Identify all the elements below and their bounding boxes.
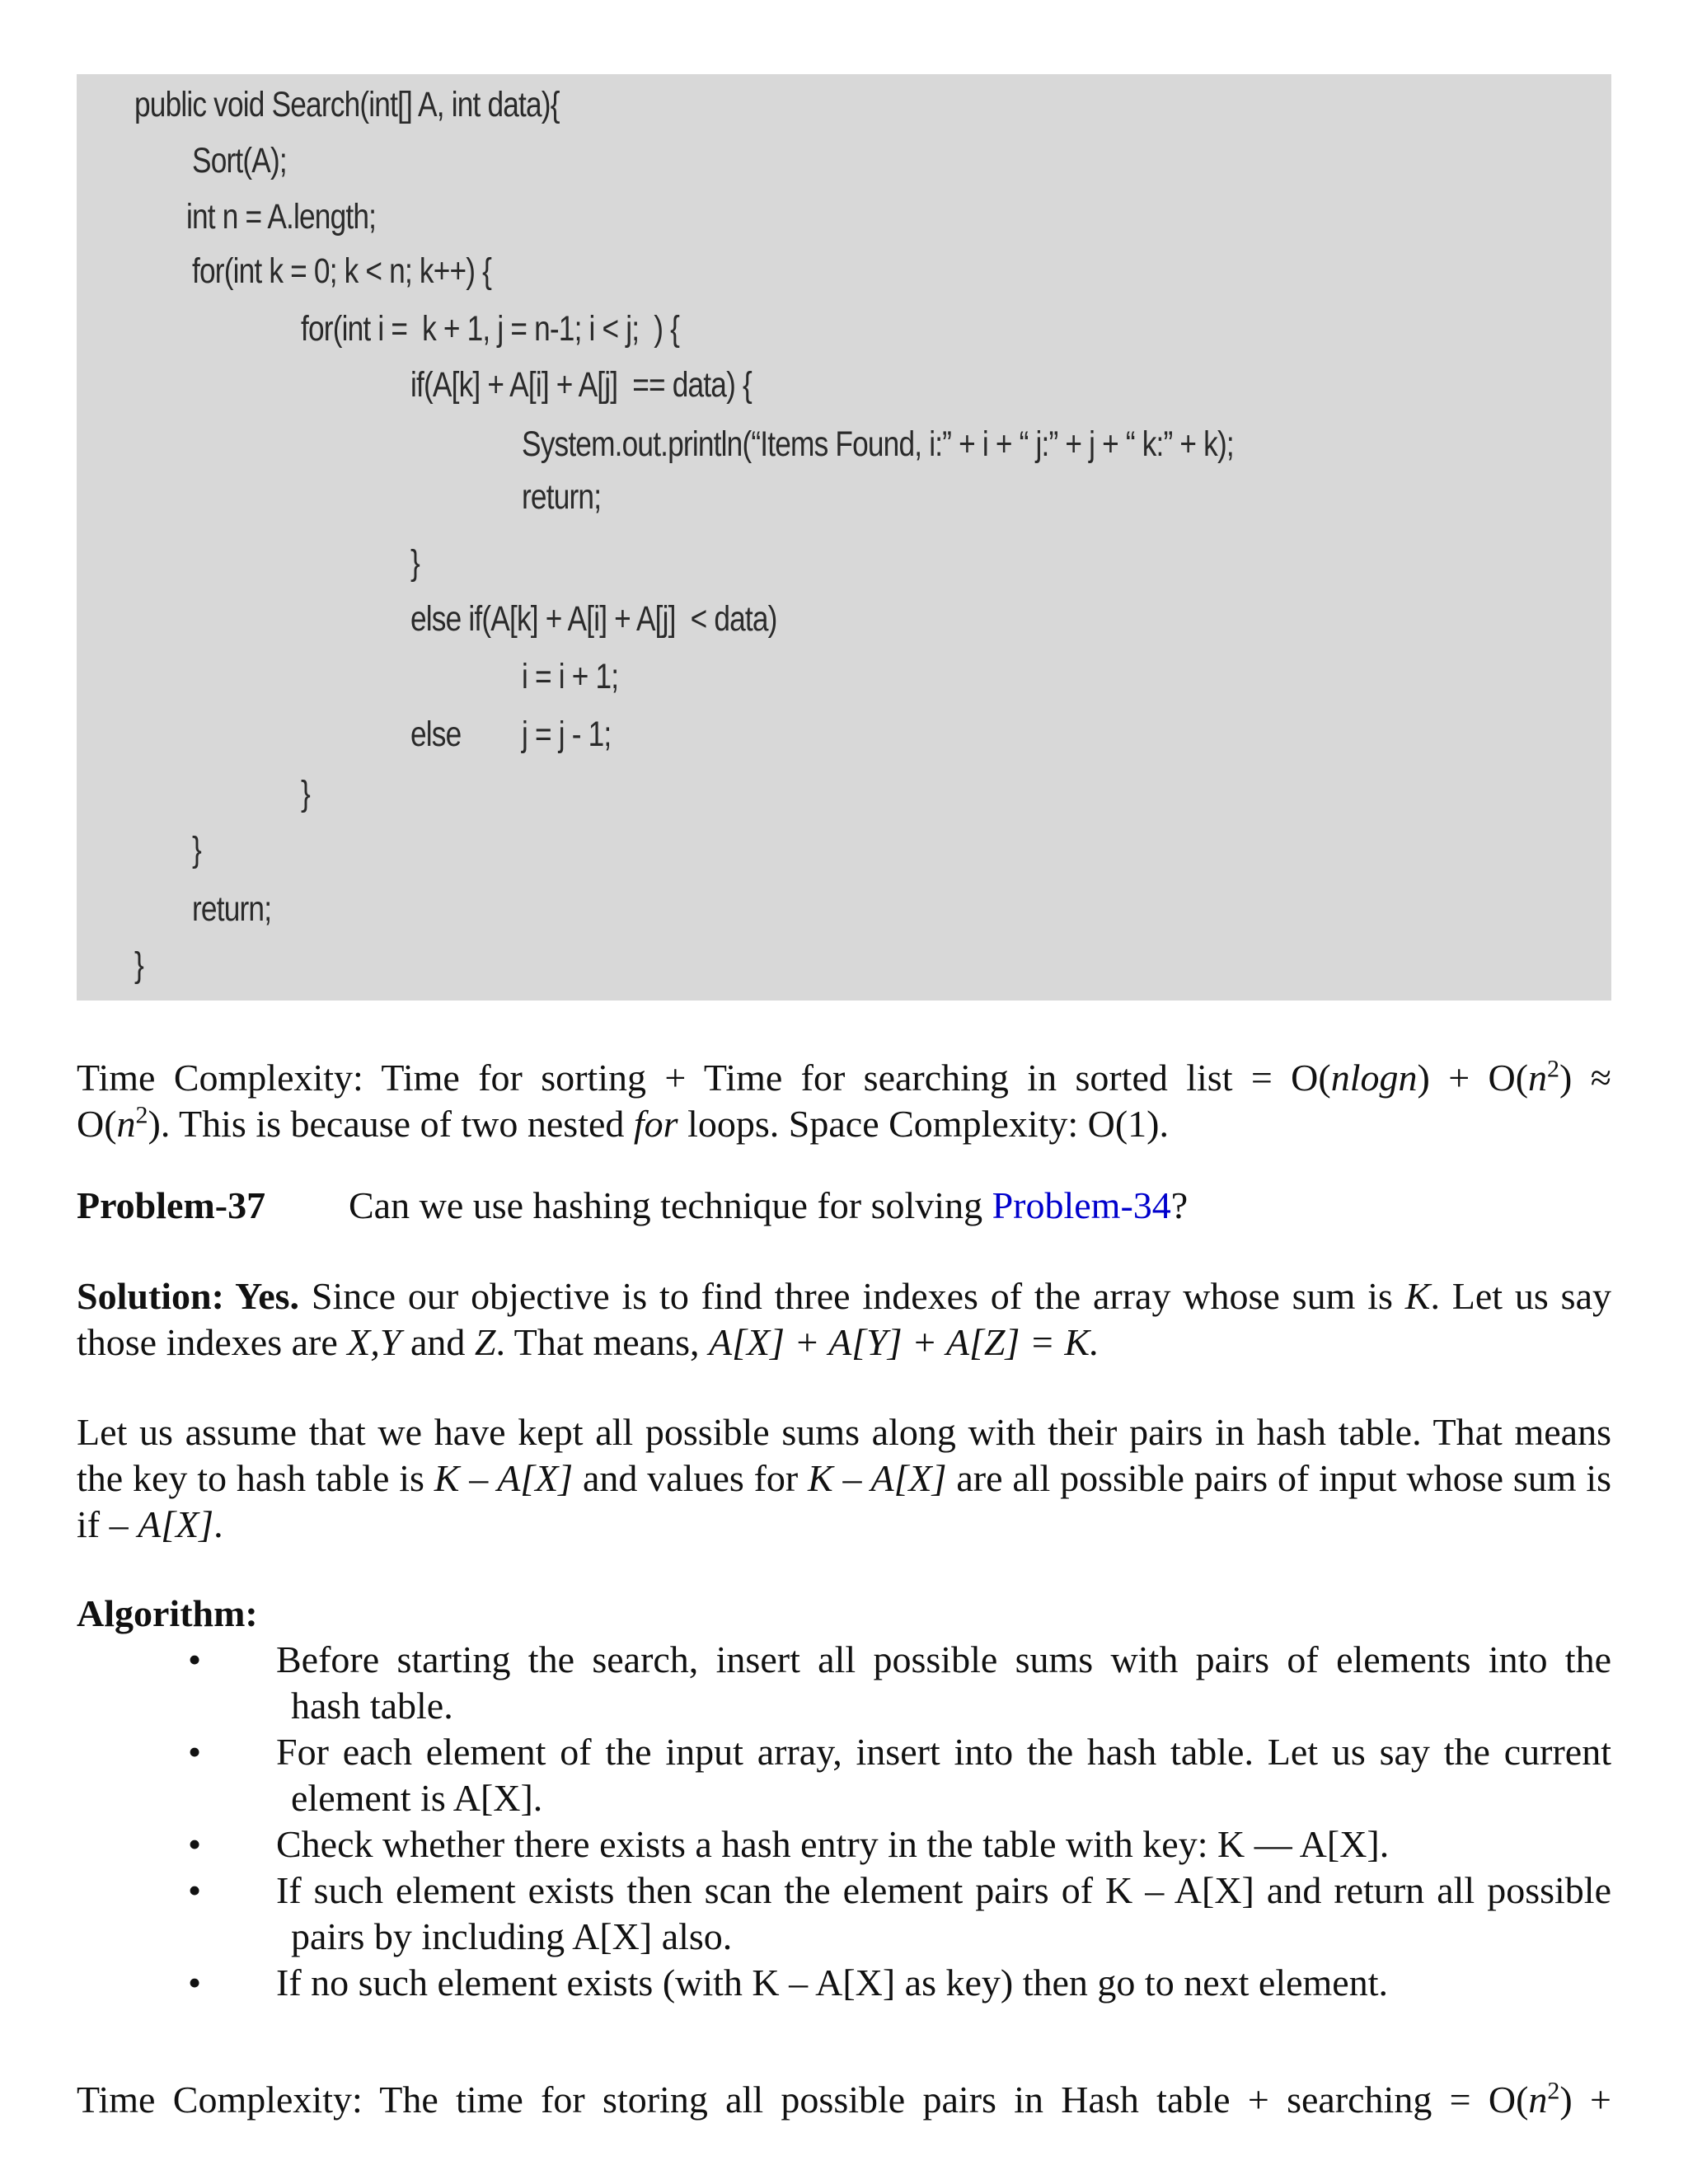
- bullet-icon: •: [188, 1961, 202, 2004]
- algorithm-list: [77, 1637, 1611, 2006]
- paragraph-line: Time Complexity: Time for sorting + Time for searching in sorted list = $O(nlogn) + O(n^2)$ ≈: [77, 1055, 1611, 1099]
- code-line: i = i + 1;: [522, 657, 619, 696]
- code-line: return;: [522, 477, 602, 517]
- problem-heading: Problem-37 Can we use hashing technique for solving Problem-34?: [77, 1183, 1188, 1229]
- bullet-icon: •: [188, 1823, 202, 1865]
- bullet-icon: •: [188, 1869, 202, 1911]
- code-line: for(int i = k + 1, j = n-1; i < j; ) {: [301, 309, 680, 349]
- bullet-icon: •: [188, 1731, 202, 1773]
- code-line: Sort(A);: [192, 141, 287, 180]
- code-line: System.out.println(“Items Found, i:” + i + “ j:” + j + “ k:” + k);: [522, 424, 1234, 464]
- algorithm-heading: Algorithm:: [77, 1592, 258, 1634]
- list-item: • If such element exists then scan the element pairs of K – A[X] and return all possible pairs by including A[X] also.: [188, 1869, 1611, 1957]
- code-line: public void Search(int[] A, int data){: [134, 85, 560, 124]
- final-complexity-paragraph: Time Complexity: The time for storing all possible pairs in Hash table + searching = $O(n^2)$ +: [77, 2077, 1611, 2121]
- problem-link[interactable]: Problem-34: [992, 1184, 1171, 1226]
- time-complexity-paragraph: [77, 1055, 1611, 1147]
- code-line: }: [192, 830, 201, 869]
- hash-table-paragraph: Let us assume that we have kept all possible sums along with their pairs in hash table. That means the key to hash table is K – A[X] and values for K – A[X] are all possible pairs of input whose sum is if – A[X].: [77, 1411, 1612, 1545]
- code-line: return;: [192, 889, 272, 929]
- list-item: • Before starting the search, insert all possible sums with pairs of elements into the hash table.: [188, 1638, 1611, 1727]
- code-line: if(A[k] + A[i] + A[j] == data) {: [410, 365, 752, 405]
- code-line: }: [134, 945, 143, 985]
- code-line: }: [410, 543, 420, 583]
- code-line: else if(A[k] + A[i] + A[j] < data): [410, 599, 777, 639]
- bullet-icon: •: [188, 1638, 202, 1680]
- problem-label: Problem-37: [77, 1184, 266, 1226]
- code-line: else: [410, 715, 462, 754]
- problem-text: Can we use hashing technique for solving: [349, 1184, 992, 1226]
- code-line: }: [301, 774, 310, 813]
- list-item: • If no such element exists (with K – A[X] as key) then go to next element.: [77, 1960, 1611, 2006]
- list-item: • For each element of the input array, insert into the hash table. Let us say the current element is A[X].: [188, 1731, 1611, 1819]
- paragraph-line: $O(n^2)$. This is because of two nested for loops. Space Complexity: O(1).: [77, 1101, 1169, 1145]
- solution-lead: Solution: Yes.: [77, 1275, 300, 1317]
- solution-paragraph: Solution: Yes. Since our objective is to find three indexes of the array whose sum is K. Let us say those indexes are X,Y and Z. That means, A[X] + A[Y] + A[Z] = K.: [77, 1275, 1611, 1363]
- code-block: [77, 74, 1611, 1001]
- code-line: for(int k = 0; k < n; k++) {: [192, 251, 492, 291]
- code-line: int n = A.length;: [186, 197, 377, 237]
- list-item: • Check whether there exists a hash entry in the table with key: K — A[X].: [77, 1821, 1611, 1868]
- code-line: j = j - 1;: [522, 715, 612, 754]
